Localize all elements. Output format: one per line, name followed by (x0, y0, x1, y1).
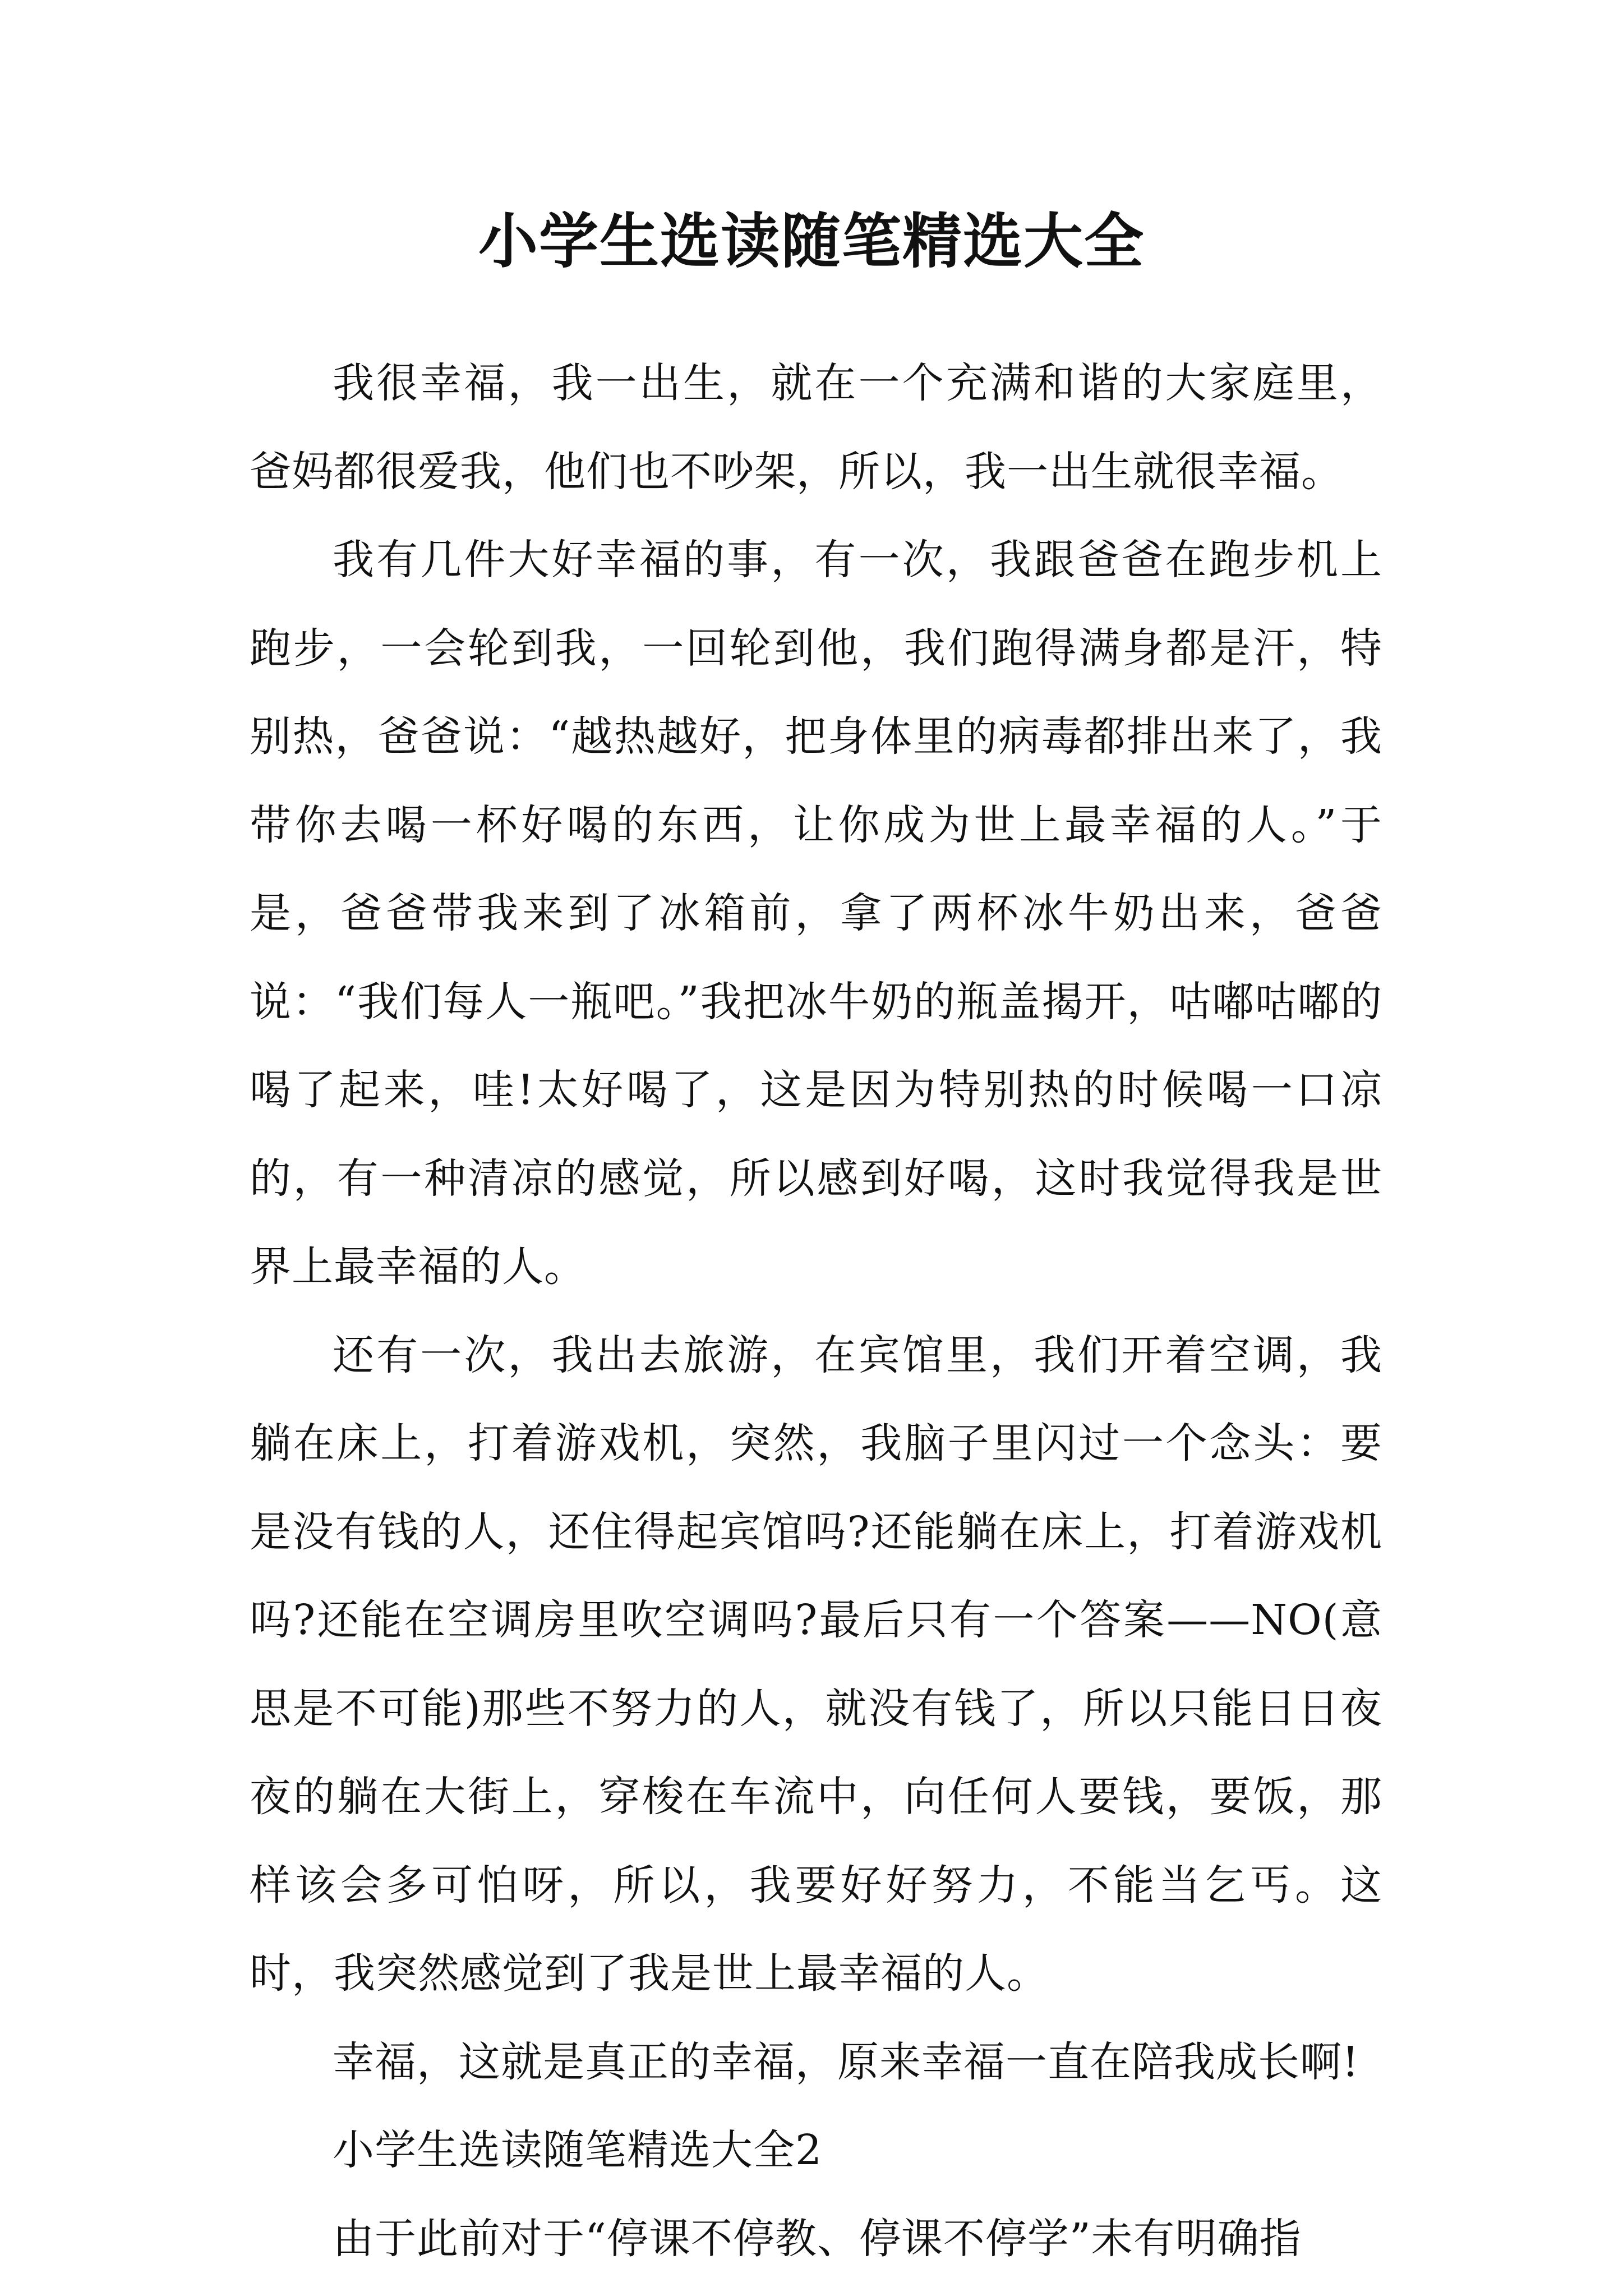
paragraph-6: 由于此前对于“停课不停教、停课不停学”未有明确指 (333, 2214, 1302, 2263)
document-title: 小学生选读随笔精选大全 (478, 206, 1145, 276)
section-heading-2: 小学生选读随笔精选大全2 (333, 2126, 823, 2174)
paragraph-2: 我有几件大好幸福的事，有一次，我跟爸爸在跑步机上跑步，一会轮到我，一回轮到他，我们跑得满身都是汗，特别热，爸爸说：“越热越好，把身体里的病毒都排出来了，我带你去喝一杯好喝的东西，让你成为世上最幸福的人。”于是，爸爸带我来到了冰箱前，拿了两杯冰牛奶出来，爸爸说：“我们每人一瓶吧。”我把冰牛奶的瓶盖揭开，咕嘟咕嘟的喝了起来，哇!太好喝了，这是因为特别热的时候喝一口凉的，有一种清凉的感觉，所以感到好喝，这时我觉得我是世界上最幸福的人。 (250, 536, 1382, 1291)
paragraph-3: 还有一次，我出去旅游，在宾馆里，我们开着空调，我躺在床上，打着游戏机，突然，我脑子里闪过一个念头：要是没有钱的人，还住得起宾馆吗?还能躺在床上，打着游戏机吗?还能在空调房里吹空调吗?最后只有一个答案——NO(意思是不可能)那些不努力的人，就没有钱了，所以只能日日夜夜的躺在大街上，穿梭在车流中，向任何人要钱，要饭，那样该会多可怕呀，所以，我要好好努力，不能当乞丐。这时，我突然感觉到了我是世上最幸福的人。 (250, 1331, 1382, 1998)
document-body (250, 339, 1382, 2283)
paragraph-4: 幸福，这就是真正的幸福，原来幸福一直在陪我成长啊! (333, 2037, 1359, 2086)
paragraph-1: 我很幸福，我一出生，就在一个充满和谐的大家庭里，爸妈都很爱我，他们也不吵架，所以，我一出生就很幸福。 (250, 359, 1382, 496)
